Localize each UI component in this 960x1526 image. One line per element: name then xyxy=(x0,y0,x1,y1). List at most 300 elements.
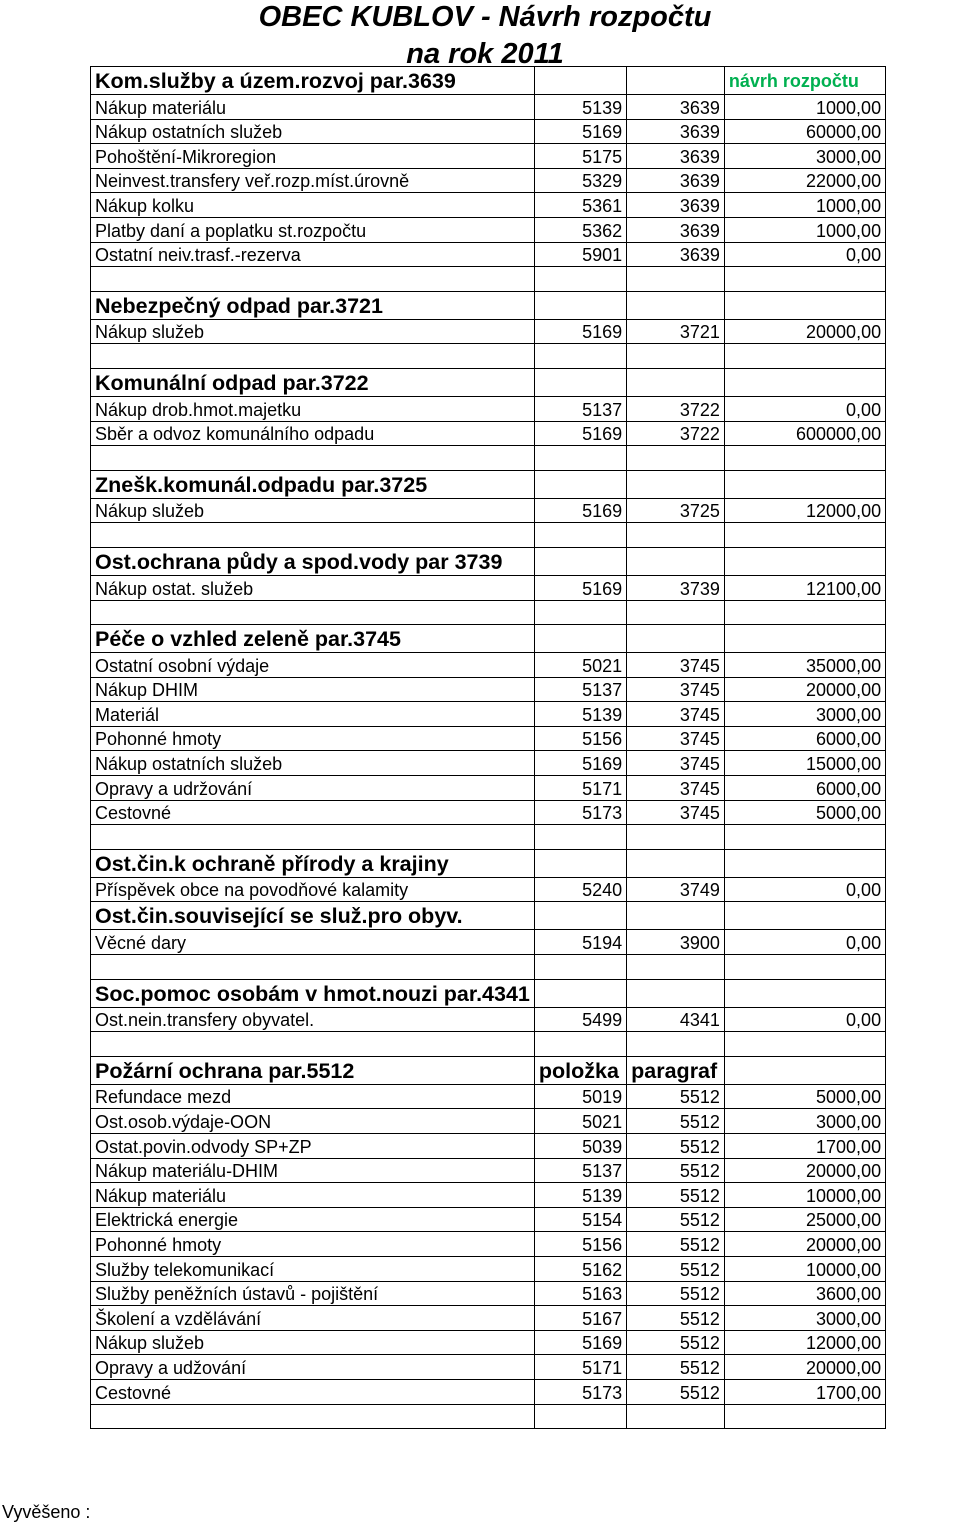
item-name: Pohonné hmoty xyxy=(91,726,535,751)
item-paragraf: 5512 xyxy=(627,1158,725,1183)
empty-cell xyxy=(886,1232,960,1257)
item-name: Nákup materiálu-DHIM xyxy=(91,1158,535,1183)
empty-cell xyxy=(886,726,960,751)
empty-cell xyxy=(886,800,960,825)
empty-cell xyxy=(627,1032,725,1057)
item-name: Nákup ostatních služeb xyxy=(91,119,535,144)
item-amount: 12000,00 xyxy=(724,498,885,523)
item-polozka: 5240 xyxy=(534,877,626,902)
item-paragraf: 5512 xyxy=(627,1256,725,1281)
empty-cell xyxy=(724,523,885,548)
budget-item-row xyxy=(91,575,960,600)
item-paragraf: 5512 xyxy=(627,1109,725,1134)
item-paragraf: 5512 xyxy=(627,1134,725,1159)
item-name: Nákup DHIM xyxy=(91,677,535,702)
item-polozka: 5139 xyxy=(534,1183,626,1208)
section-header-row xyxy=(91,368,960,396)
item-name: Příspěvek obce na povodňové kalamity xyxy=(91,877,535,902)
empty-cell xyxy=(886,1158,960,1183)
section-title: Znešk.komunál.odpadu par.3725 xyxy=(91,470,535,498)
item-name: Nákup služeb xyxy=(91,498,535,523)
empty-cell xyxy=(627,267,725,292)
empty-cell xyxy=(886,368,960,396)
item-amount: 10000,00 xyxy=(724,1256,885,1281)
empty-cell xyxy=(724,825,885,850)
empty-cell xyxy=(886,702,960,727)
empty-cell xyxy=(886,470,960,498)
item-polozka: 5139 xyxy=(534,702,626,727)
item-polozka: 5139 xyxy=(534,95,626,120)
item-amount: 20000,00 xyxy=(724,319,885,344)
item-paragraf: 3639 xyxy=(627,242,725,267)
section-title: Ost.čin.související se služ.pro obyv. xyxy=(91,902,535,930)
item-paragraf: 3725 xyxy=(627,498,725,523)
item-name: Nákup materiálu xyxy=(91,1183,535,1208)
budget-item-row xyxy=(91,1158,960,1183)
budget-item-row xyxy=(91,1007,960,1032)
item-amount: 0,00 xyxy=(724,877,885,902)
empty-cell xyxy=(886,1355,960,1380)
item-polozka: 5156 xyxy=(534,1232,626,1257)
empty-cell xyxy=(886,168,960,193)
empty-cell xyxy=(91,446,535,471)
empty-cell xyxy=(724,446,885,471)
item-paragraf: 5512 xyxy=(627,1232,725,1257)
budget-item-row xyxy=(91,1232,960,1257)
item-amount: 3000,00 xyxy=(724,702,885,727)
budget-item-row xyxy=(91,319,960,344)
item-polozka: 5169 xyxy=(534,1330,626,1355)
column-label-polozka xyxy=(534,979,626,1007)
item-name: Nákup služeb xyxy=(91,319,535,344)
column-label-proposal xyxy=(724,625,885,653)
item-polozka: 5499 xyxy=(534,1007,626,1032)
budget-item-row xyxy=(91,653,960,678)
empty-cell xyxy=(724,344,885,369)
item-paragraf: 3745 xyxy=(627,653,725,678)
item-name: Ostat.povin.odvody SP+ZP xyxy=(91,1134,535,1159)
item-amount: 15000,00 xyxy=(724,751,885,776)
empty-cell xyxy=(886,653,960,678)
item-name: Opravy a udžování xyxy=(91,1355,535,1380)
empty-cell xyxy=(886,902,960,930)
empty-cell xyxy=(534,344,626,369)
empty-cell xyxy=(724,600,885,625)
empty-row xyxy=(91,1404,960,1429)
item-paragraf: 3722 xyxy=(627,421,725,446)
empty-cell xyxy=(886,1183,960,1208)
empty-cell xyxy=(886,877,960,902)
budget-item-row xyxy=(91,1355,960,1380)
column-label-paragraf xyxy=(627,625,725,653)
budget-item-row xyxy=(91,396,960,421)
item-paragraf: 3900 xyxy=(627,930,725,955)
item-amount: 0,00 xyxy=(724,1007,885,1032)
item-paragraf: 5512 xyxy=(627,1281,725,1306)
item-polozka: 5169 xyxy=(534,421,626,446)
empty-cell xyxy=(534,600,626,625)
column-label-polozka: položka xyxy=(534,1056,626,1084)
empty-cell xyxy=(886,498,960,523)
empty-cell xyxy=(886,547,960,575)
item-polozka: 5171 xyxy=(534,1355,626,1380)
item-polozka: 5167 xyxy=(534,1306,626,1331)
column-label-paragraf xyxy=(627,470,725,498)
item-polozka: 5169 xyxy=(534,498,626,523)
budget-item-row xyxy=(91,776,960,801)
section-title: Soc.pomoc osobám v hmot.nouzi par.4341 xyxy=(91,979,535,1007)
item-name: Nákup materiálu xyxy=(91,95,535,120)
budget-item-row xyxy=(91,144,960,169)
item-polozka: 5137 xyxy=(534,396,626,421)
item-amount: 20000,00 xyxy=(724,1355,885,1380)
empty-cell xyxy=(534,267,626,292)
item-amount: 20000,00 xyxy=(724,1158,885,1183)
item-polozka: 5169 xyxy=(534,119,626,144)
item-amount: 6000,00 xyxy=(724,776,885,801)
item-paragraf: 3639 xyxy=(627,95,725,120)
section-title: Komunální odpad par.3722 xyxy=(91,368,535,396)
section-header-row xyxy=(91,849,960,877)
item-name: Cestovné xyxy=(91,1379,535,1404)
empty-cell xyxy=(886,1281,960,1306)
item-amount: 20000,00 xyxy=(724,1232,885,1257)
empty-cell xyxy=(886,344,960,369)
column-label-polozka xyxy=(534,67,626,95)
empty-cell xyxy=(91,523,535,548)
budget-item-row xyxy=(91,119,960,144)
item-amount: 3000,00 xyxy=(724,1109,885,1134)
item-amount: 10000,00 xyxy=(724,1183,885,1208)
budget-item-row xyxy=(91,193,960,218)
section-header-row xyxy=(91,1056,960,1084)
item-name: Materiál xyxy=(91,702,535,727)
item-amount: 1000,00 xyxy=(724,193,885,218)
empty-cell xyxy=(886,677,960,702)
item-polozka: 5163 xyxy=(534,1281,626,1306)
budget-item-row xyxy=(91,751,960,776)
item-name: Ost.osob.výdaje-OON xyxy=(91,1109,535,1134)
empty-cell xyxy=(886,1007,960,1032)
budget-item-row xyxy=(91,1281,960,1306)
column-label-polozka xyxy=(534,291,626,319)
budget-item-row xyxy=(91,1134,960,1159)
item-name: Nákup kolku xyxy=(91,193,535,218)
section-title: Ost.čin.k ochraně přírody a krajiny xyxy=(91,849,535,877)
budget-item-row xyxy=(91,1183,960,1208)
empty-cell xyxy=(91,955,535,980)
item-polozka: 5169 xyxy=(534,575,626,600)
item-polozka: 5021 xyxy=(534,653,626,678)
empty-cell xyxy=(886,955,960,980)
budget-item-row xyxy=(91,877,960,902)
column-label-paragraf xyxy=(627,902,725,930)
empty-cell xyxy=(534,1032,626,1057)
column-label-paragraf xyxy=(627,67,725,95)
empty-cell xyxy=(534,1404,626,1429)
empty-cell xyxy=(91,1404,535,1429)
item-polozka: 5169 xyxy=(534,751,626,776)
empty-cell xyxy=(91,344,535,369)
item-paragraf: 3749 xyxy=(627,877,725,902)
item-amount: 25000,00 xyxy=(724,1207,885,1232)
item-amount: 12000,00 xyxy=(724,1330,885,1355)
empty-cell xyxy=(886,625,960,653)
item-paragraf: 3721 xyxy=(627,319,725,344)
column-label-polozka xyxy=(534,902,626,930)
empty-cell xyxy=(91,267,535,292)
column-label-polozka xyxy=(534,625,626,653)
empty-cell xyxy=(886,751,960,776)
item-paragraf: 5512 xyxy=(627,1183,725,1208)
column-label-paragraf xyxy=(627,547,725,575)
empty-cell xyxy=(886,1109,960,1134)
empty-cell xyxy=(886,523,960,548)
empty-cell xyxy=(886,67,960,95)
item-paragraf: 3639 xyxy=(627,168,725,193)
item-name: Věcné dary xyxy=(91,930,535,955)
item-paragraf: 3639 xyxy=(627,217,725,242)
item-paragraf: 3745 xyxy=(627,776,725,801)
empty-cell xyxy=(886,95,960,120)
document-title: OBEC KUBLOV - Návrh rozpočtu xyxy=(258,1,712,33)
item-polozka: 5361 xyxy=(534,193,626,218)
item-polozka: 5901 xyxy=(534,242,626,267)
item-paragraf: 3739 xyxy=(627,575,725,600)
budget-item-row xyxy=(91,930,960,955)
item-paragraf: 3722 xyxy=(627,396,725,421)
item-name: Nákup ostatních služeb xyxy=(91,751,535,776)
empty-cell xyxy=(886,849,960,877)
item-paragraf: 5512 xyxy=(627,1379,725,1404)
column-label-paragraf: paragraf xyxy=(627,1056,725,1084)
item-name: Ostatní osobní výdaje xyxy=(91,653,535,678)
item-amount: 20000,00 xyxy=(724,677,885,702)
item-name: Neinvest.transfery veř.rozp.míst.úrovně xyxy=(91,168,535,193)
empty-row xyxy=(91,523,960,548)
empty-cell xyxy=(886,319,960,344)
column-label-proposal xyxy=(724,291,885,319)
item-amount: 0,00 xyxy=(724,396,885,421)
section-title: Požární ochrana par.5512 xyxy=(91,1056,535,1084)
budget-item-row xyxy=(91,168,960,193)
item-amount: 5000,00 xyxy=(724,1084,885,1109)
empty-cell xyxy=(886,193,960,218)
document-title-year: na rok 2011 xyxy=(406,38,564,70)
item-polozka: 5137 xyxy=(534,677,626,702)
empty-cell xyxy=(886,396,960,421)
item-amount: 5000,00 xyxy=(724,800,885,825)
item-name: Služby peněžních ústavů - pojištění xyxy=(91,1281,535,1306)
item-name: Ostatní neiv.trasf.-rezerva xyxy=(91,242,535,267)
item-paragraf: 4341 xyxy=(627,1007,725,1032)
item-name: Pohonné hmoty xyxy=(91,1232,535,1257)
empty-cell xyxy=(886,1256,960,1281)
budget-item-row xyxy=(91,1330,960,1355)
column-label-paragraf xyxy=(627,849,725,877)
empty-cell xyxy=(724,1032,885,1057)
item-amount: 3000,00 xyxy=(724,144,885,169)
empty-cell xyxy=(886,421,960,446)
section-header-row xyxy=(91,291,960,319)
item-polozka: 5362 xyxy=(534,217,626,242)
item-paragraf: 3639 xyxy=(627,144,725,169)
item-amount: 22000,00 xyxy=(724,168,885,193)
empty-cell xyxy=(627,344,725,369)
empty-row xyxy=(91,1032,960,1057)
section-header-row xyxy=(91,547,960,575)
empty-cell xyxy=(886,1330,960,1355)
item-name: Opravy a udržování xyxy=(91,776,535,801)
empty-row xyxy=(91,446,960,471)
column-label-polozka xyxy=(534,470,626,498)
column-label-proposal xyxy=(724,979,885,1007)
item-amount: 1700,00 xyxy=(724,1379,885,1404)
empty-cell xyxy=(886,291,960,319)
empty-cell xyxy=(724,955,885,980)
item-paragraf: 3639 xyxy=(627,193,725,218)
empty-cell xyxy=(886,1032,960,1057)
empty-cell xyxy=(627,446,725,471)
item-amount: 35000,00 xyxy=(724,653,885,678)
budget-item-row xyxy=(91,1109,960,1134)
empty-cell xyxy=(627,955,725,980)
empty-cell xyxy=(886,1084,960,1109)
budget-item-row xyxy=(91,726,960,751)
column-label-paragraf xyxy=(627,368,725,396)
empty-cell xyxy=(886,1306,960,1331)
item-paragraf: 3745 xyxy=(627,677,725,702)
empty-cell xyxy=(886,267,960,292)
empty-cell xyxy=(886,1379,960,1404)
column-label-proposal xyxy=(724,470,885,498)
budget-table xyxy=(90,66,960,1429)
item-amount: 60000,00 xyxy=(724,119,885,144)
empty-row xyxy=(91,344,960,369)
item-amount: 0,00 xyxy=(724,930,885,955)
column-label-proposal xyxy=(724,547,885,575)
item-polozka: 5173 xyxy=(534,1379,626,1404)
empty-cell xyxy=(886,600,960,625)
item-paragraf: 5512 xyxy=(627,1207,725,1232)
budget-item-row xyxy=(91,421,960,446)
empty-cell xyxy=(534,446,626,471)
section-header-row xyxy=(91,470,960,498)
budget-item-row xyxy=(91,1084,960,1109)
column-label-polozka xyxy=(534,368,626,396)
item-amount: 600000,00 xyxy=(724,421,885,446)
section-title: Kom.služby a územ.rozvoj par.3639 xyxy=(91,67,535,95)
item-name: Nákup služeb xyxy=(91,1330,535,1355)
item-paragraf: 5512 xyxy=(627,1306,725,1331)
column-label-proposal xyxy=(724,368,885,396)
item-amount: 6000,00 xyxy=(724,726,885,751)
item-amount: 1700,00 xyxy=(724,1134,885,1159)
section-header-row xyxy=(91,67,960,95)
item-polozka: 5329 xyxy=(534,168,626,193)
column-label-proposal: návrh rozpočtu xyxy=(724,67,885,95)
empty-cell xyxy=(91,1032,535,1057)
item-amount: 1000,00 xyxy=(724,217,885,242)
empty-cell xyxy=(886,144,960,169)
item-polozka: 5039 xyxy=(534,1134,626,1159)
item-polozka: 5019 xyxy=(534,1084,626,1109)
budget-item-row xyxy=(91,217,960,242)
item-amount: 0,00 xyxy=(724,242,885,267)
empty-cell xyxy=(886,1207,960,1232)
section-header-row xyxy=(91,625,960,653)
empty-cell xyxy=(886,979,960,1007)
item-paragraf: 3639 xyxy=(627,119,725,144)
item-polozka: 5154 xyxy=(534,1207,626,1232)
item-polozka: 5194 xyxy=(534,930,626,955)
item-polozka: 5175 xyxy=(534,144,626,169)
budget-item-row xyxy=(91,800,960,825)
budget-item-row xyxy=(91,677,960,702)
item-amount: 1000,00 xyxy=(724,95,885,120)
item-paragraf: 5512 xyxy=(627,1084,725,1109)
item-polozka: 5173 xyxy=(534,800,626,825)
item-paragraf: 3745 xyxy=(627,800,725,825)
item-name: Cestovné xyxy=(91,800,535,825)
section-title: Ost.ochrana půdy a spod.vody par 3739 xyxy=(91,547,535,575)
item-amount: 12100,00 xyxy=(724,575,885,600)
empty-cell xyxy=(534,523,626,548)
empty-cell xyxy=(627,825,725,850)
empty-cell xyxy=(534,825,626,850)
item-name: Sběr a odvoz komunálního odpadu xyxy=(91,421,535,446)
section-header-row xyxy=(91,902,960,930)
item-paragraf: 3745 xyxy=(627,726,725,751)
empty-cell xyxy=(627,600,725,625)
empty-cell xyxy=(886,119,960,144)
item-name: Ost.nein.transfery obyvatel. xyxy=(91,1007,535,1032)
empty-cell xyxy=(627,523,725,548)
item-name: Pohoštění-Mikroregion xyxy=(91,144,535,169)
budget-item-row xyxy=(91,498,960,523)
column-label-proposal xyxy=(724,902,885,930)
budget-item-row xyxy=(91,1379,960,1404)
item-paragraf: 3745 xyxy=(627,751,725,776)
budget-item-row xyxy=(91,1256,960,1281)
empty-cell xyxy=(886,1134,960,1159)
item-paragraf: 5512 xyxy=(627,1330,725,1355)
item-name: Služby telekomunikací xyxy=(91,1256,535,1281)
column-label-polozka xyxy=(534,849,626,877)
empty-cell xyxy=(886,1404,960,1429)
section-title: Nebezpečný odpad par.3721 xyxy=(91,291,535,319)
item-paragraf: 5512 xyxy=(627,1355,725,1380)
item-paragraf: 3745 xyxy=(627,702,725,727)
item-amount: 3600,00 xyxy=(724,1281,885,1306)
item-polozka: 5021 xyxy=(534,1109,626,1134)
budget-item-row xyxy=(91,95,960,120)
posted-label: Vyvěšeno : xyxy=(2,1502,91,1522)
empty-cell xyxy=(886,575,960,600)
budget-item-row xyxy=(91,1207,960,1232)
section-header-row xyxy=(91,979,960,1007)
empty-row xyxy=(91,600,960,625)
empty-cell xyxy=(724,267,885,292)
budget-item-row xyxy=(91,1306,960,1331)
item-polozka: 5162 xyxy=(534,1256,626,1281)
section-title: Péče o vzhled zeleně par.3745 xyxy=(91,625,535,653)
item-name: Platby daní a poplatku st.rozpočtu xyxy=(91,217,535,242)
column-label-proposal xyxy=(724,1056,885,1084)
empty-cell xyxy=(886,1056,960,1084)
empty-cell xyxy=(886,446,960,471)
empty-cell xyxy=(627,1404,725,1429)
